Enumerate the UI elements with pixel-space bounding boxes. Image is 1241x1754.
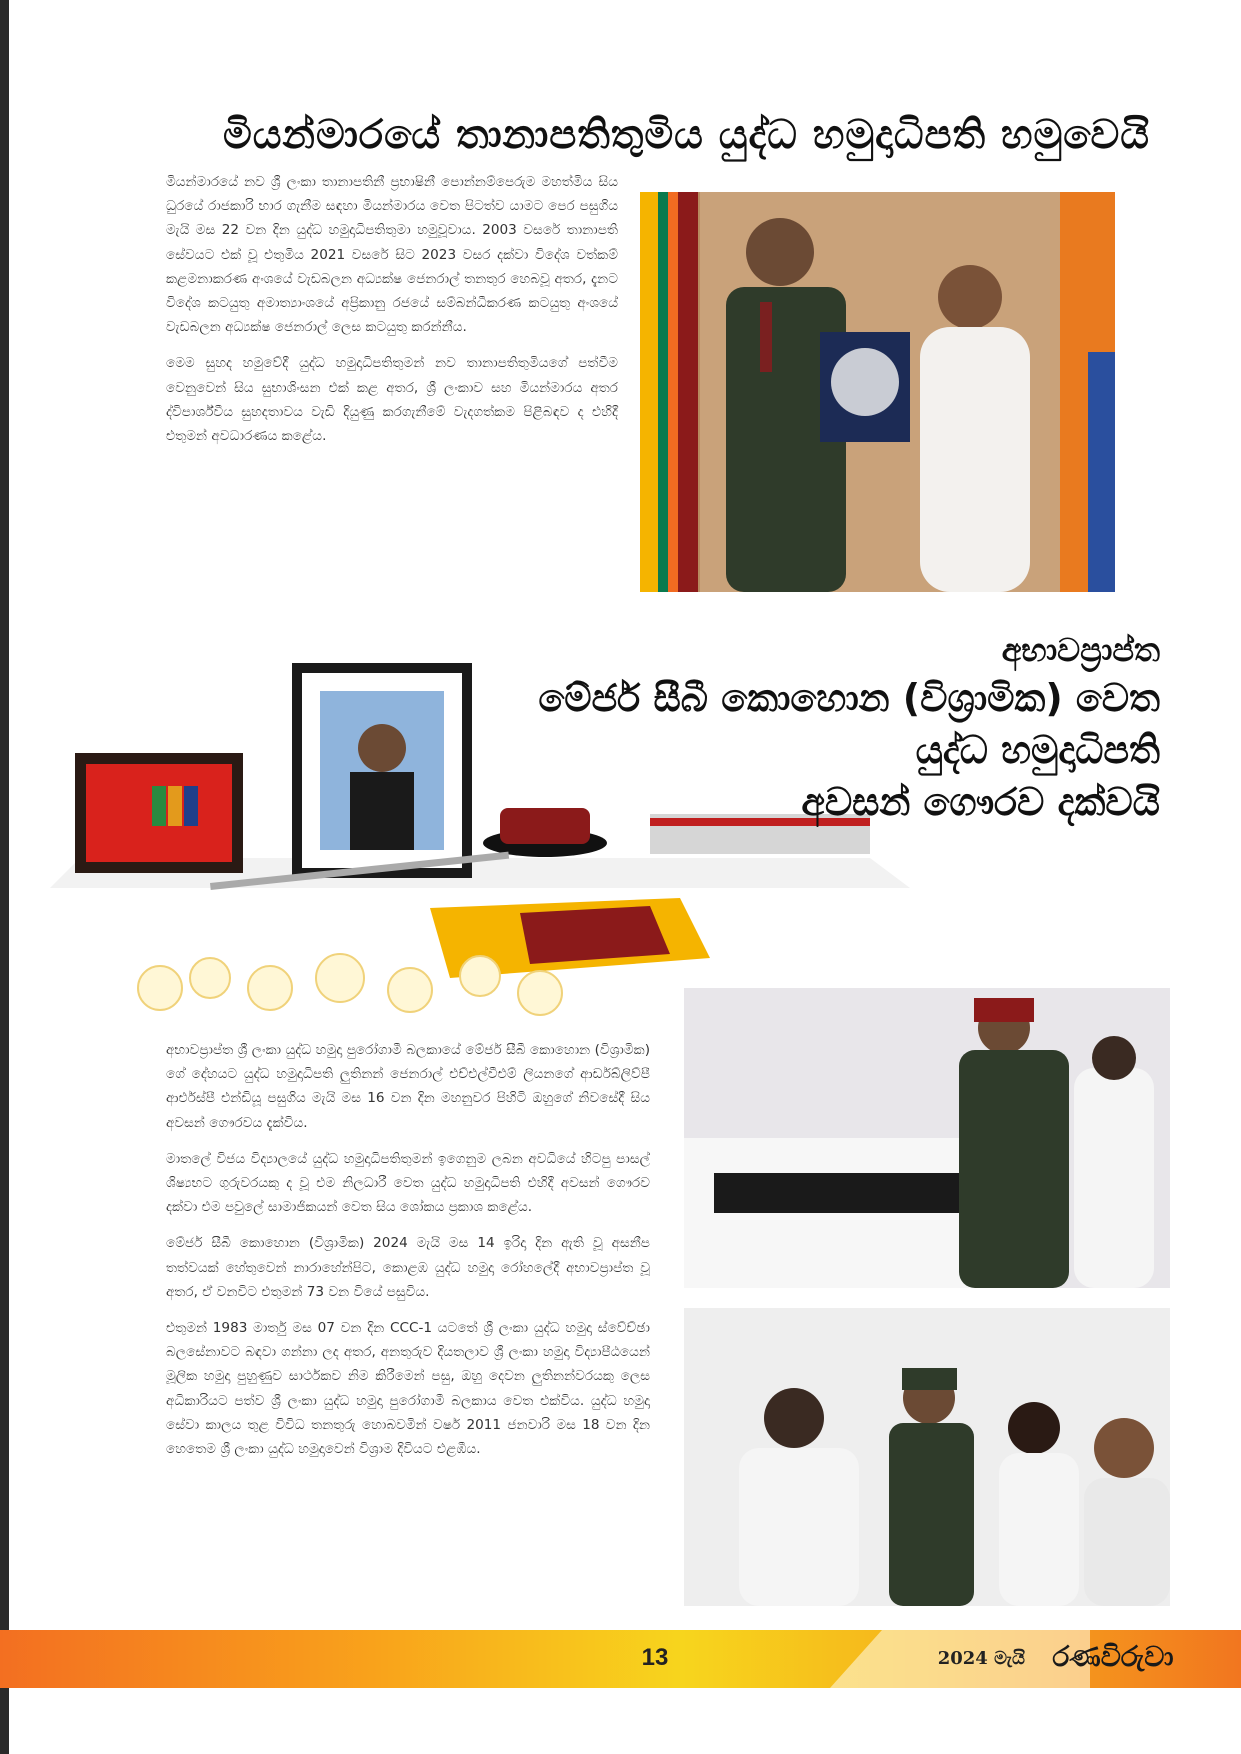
article2-paragraph-4: එතුමන් 1983 මාර්තු මස 07 වන දින CCC-1 යටතේ ශ්‍රී ලංකා යුද්ධ හමුදා ස්වේච්ඡා බලසේනාවට බඳවා ගන්නා ලද අතර, අනතුරුව දියතලාව ශ්‍රී ලංකා හමුදා විද්‍යාපීඨයෙන් මූලික හමුදා පුහුණුව සාර්ථකව නිම කිරීමෙන් පසු, ඔහු දෙවන ලුතිනන්වරයකු ලෙස අධිකාරියට පත්ව ශ්‍රී ලංකා යුද්ධ හමුදා පුරෝගාමී බලකාය වෙත එක්විය. යුද්ධ හමුදා සේවා කාලය තුළ විවිධ තනතුරු හොබවමින් වර්ෂ 2011 ජනවාරි මස 18 වන දින හෙතෙම ශ්‍රී ලංකා යුද්ධ හමුදාවෙන් විශ්‍රාම දිවියට එළඹීය. [166, 1320, 650, 1458]
article2-headline-line-4: අවසන් ගෞරව දක්වයි [801, 780, 1160, 824]
photo-family-condolence [684, 1308, 1170, 1606]
article1-paragraph-1: මියන්මාරයේ නව ශ්‍රී ලංකා තානාපතිනී ප්‍රභාෂිනී පොන්නම්පෙරුම මහත්මිය සිය ධුරයේ රාජකාරි භාර ගැනීම සඳහා මියන්මාරය වෙත පිටත්ව යාමට පෙර පසුගිය මැයි මස 22 වන දින යුද්ධ හමුදාධිපතිතුමා හමුවූවාය. 2003 වසරේ තානාපති සේවයට එක් වූ එතුමිය 2021 වසරේ සිට 2023 වසර දක්වා විදේශ වත්කම් කළමනාකරණ අංශයේ වැඩබලන අධ්‍යක්ෂ ජෙනරාල් තනතුර හෙබවූ අතර, දැනට විදේශ කටයුතු අමාත්‍යාංශයේ අප්‍රිකානු රජයේ සම්බන්ධීකරණ කටයුතු අංශයේ වැඩබලන අධ්‍යක්ෂ ජෙනරාල් ලෙස කටයුතු කරන්නීය. [166, 174, 618, 336]
article2-paragraph-3: මේජර් සීබී කොහොන (විශ්‍රාමික) 2024 මැයි මස 14 ඉරිදා දින ඇති වූ අසනීප තත්වයක් හේතුවෙන් නාරාහේන්පිට, කොළඹ යුද්ධ හමුදා රෝහලේදී අභාවප්‍රාප්ත වූ අතර, ඒ වනවිට එතුමන් 73 වන වියේ පසුවිය. [166, 1235, 650, 1300]
article1-paragraph-2: මෙම සුහද හමුවේදී යුද්ධ හමුදාධිපතිතුමන් නව තානාපතිතුමියගේ පත්වීම වෙනුවෙන් සිය සුභාශිංසන එක් කළ අතර, ශ්‍රී ලංකාව සහ මියන්මාරය අතර ද්විපාර්ශ්වීය සුහදතාවය වැඩි දියුණු කරගැනීමේ වැදගත්කම පිළිබඳව ද එහිදී එතුමන් අවධාරණය කළේය. [166, 355, 618, 445]
article2-headline-line-3: යුද්ධ හමුදාධිපති [915, 728, 1160, 772]
page-number: 13 [641, 1644, 669, 1671]
left-edge-rule [0, 0, 9, 1754]
issue-date: 2024 මැයි [937, 1648, 1025, 1669]
photo-paying-respects [684, 988, 1170, 1288]
article2-headline [440, 628, 1160, 828]
article2-paragraph-2: මාතලේ විජය විද්‍යාලයේ යුද්ධ හමුදාධිපතිතුමන් ඉගෙනුම ලබන අවධියේ හිටපු පාසල් ශිෂ්‍යභට ගුරුවරයකු ද වූ එම නිලධාරී වෙත යුද්ධ හමුදාධිපති එහිදී අවසන් ගෞරව දක්වා එම පවුලේ සාමාජිකයන් වෙත සිය ශෝකය ප්‍රකාශ කළේය. [166, 1150, 650, 1216]
article2-headline-line-2: මේජර් සීබී කොහොන (විශ්‍රාමික) වෙත [538, 676, 1160, 720]
article1-body [166, 170, 618, 460]
article2-body [166, 1038, 650, 1473]
article2-paragraph-1: අභාවප්‍රාප්ත ශ්‍රී ලංකා යුද්ධ හමුදා පුරෝගාමී බලකායේ මේජර් සීබී කොහොන (විශ්‍රාමික) ගේ දේහයට යුද්ධ හමුදාධිපති ලුතිනන් ජෙනරාල් එච්එල්වීඑම් ලියනගේ ආර්ඩබ්ලිව්පී ආර්එස්පී එන්ඩියූ පසුගිය මැයි මස 16 වන දින මහනුවර පිහිටි ඔහුගේ නිවසේදී සිය අවසන් ගෞරවය දැක්විය. [166, 1042, 650, 1131]
article1-headline: මියන්මාරයේ තානාපතිතුමිය යුද්ධ හමුදාධිපති හමුවෙයි [223, 112, 1150, 158]
masthead-logo: රණවිරුවා [1052, 1640, 1174, 1673]
photo-ambassador-meeting [640, 192, 1115, 592]
article2-headline-line-1: අභාවප්‍රාප්ත [1001, 631, 1160, 669]
